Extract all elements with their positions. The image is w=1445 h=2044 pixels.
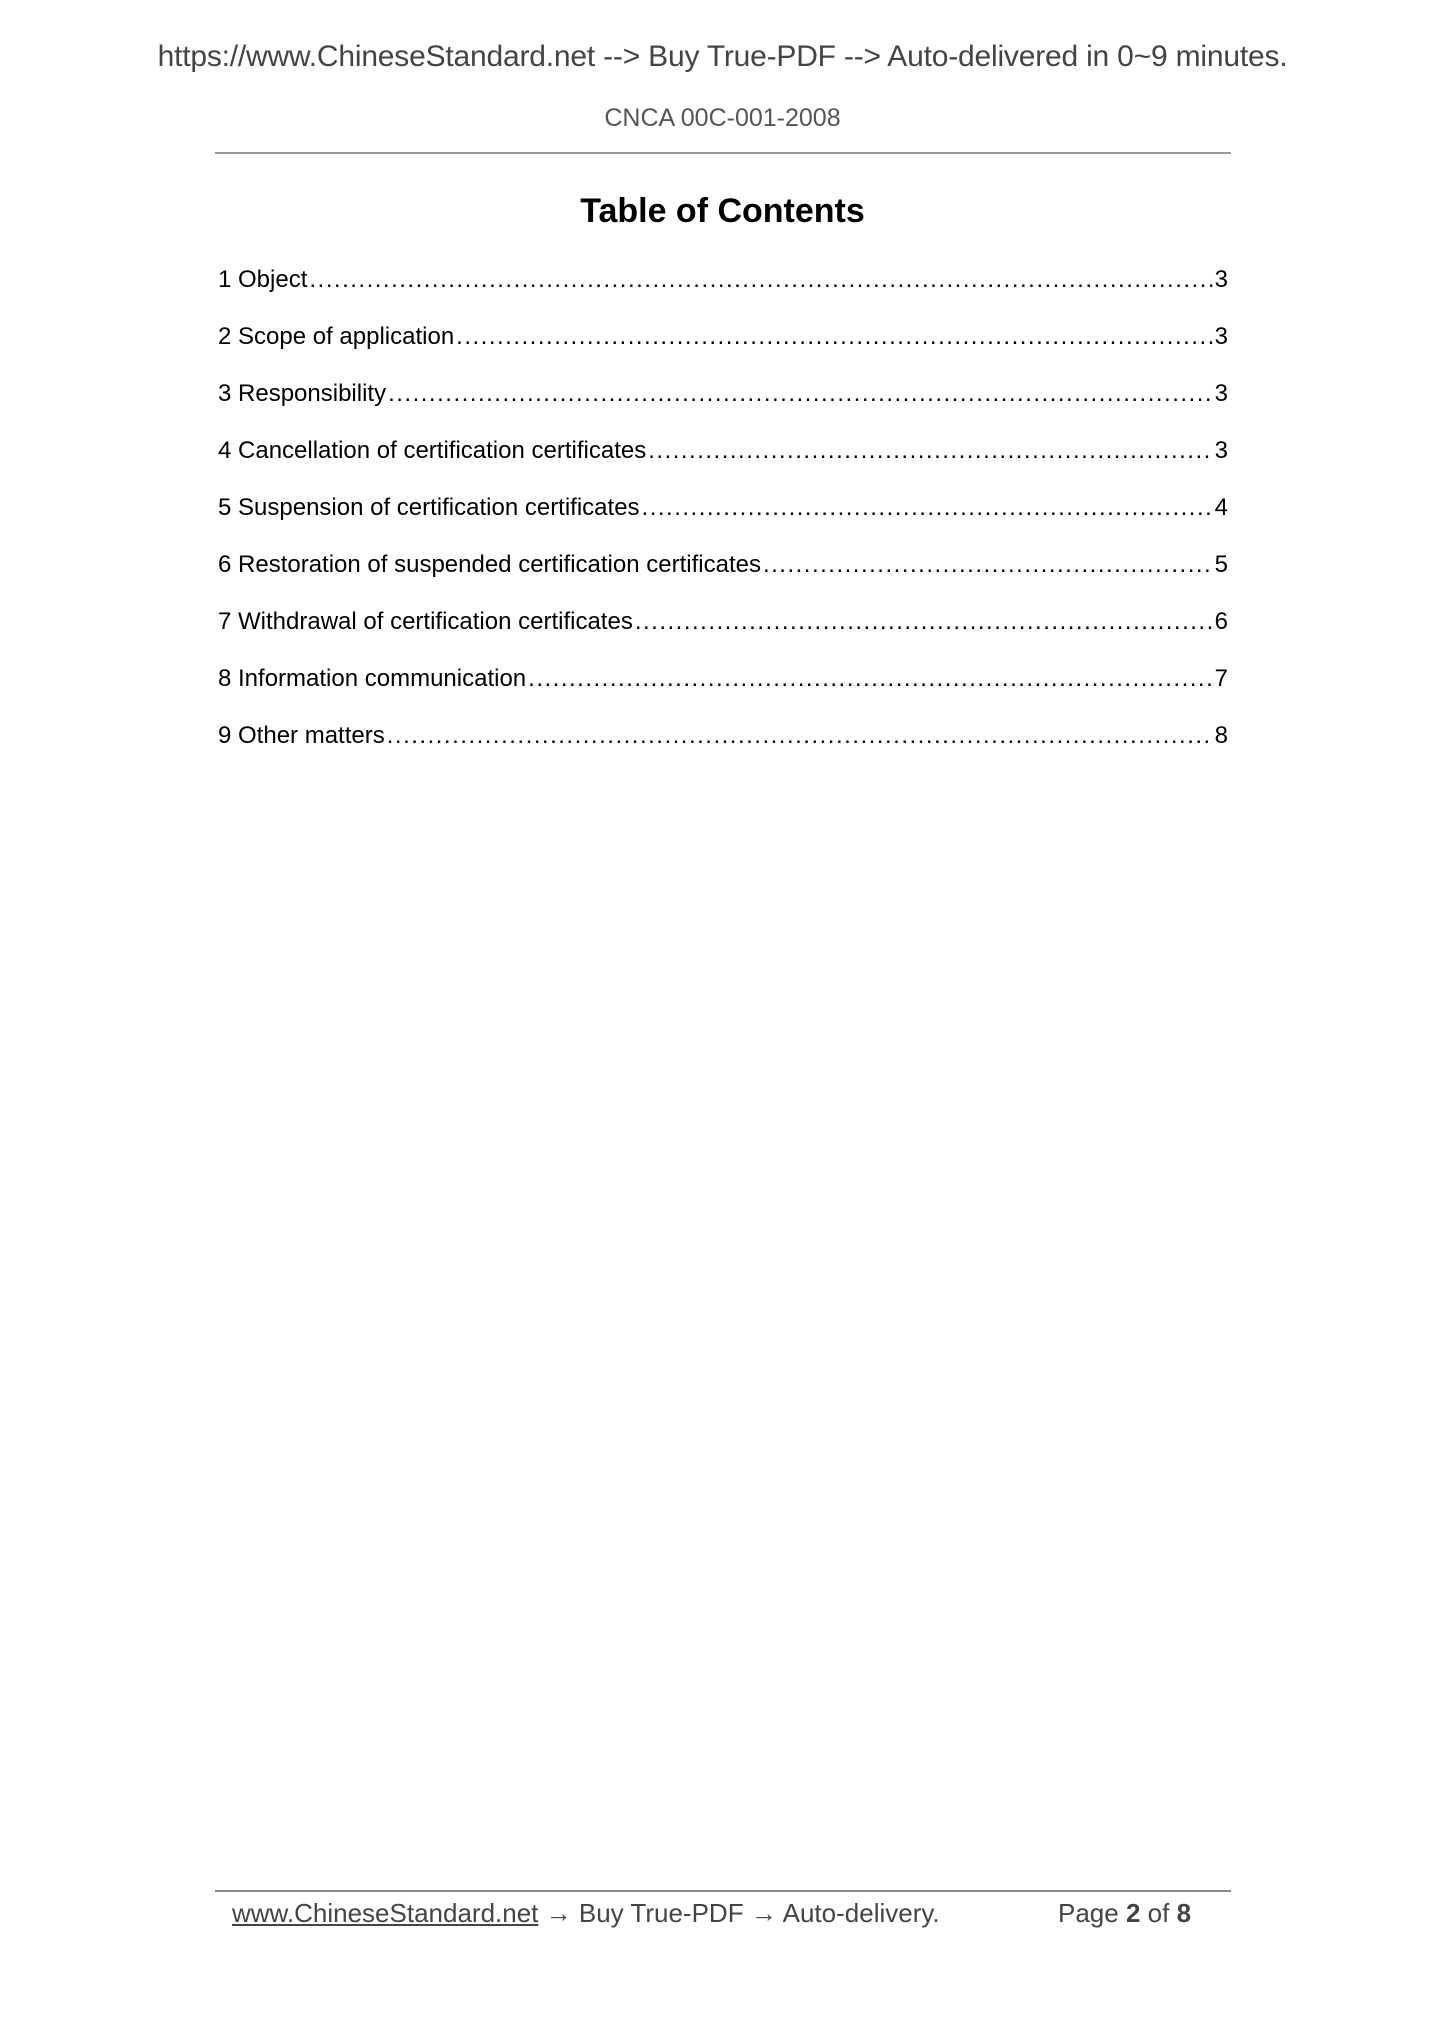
dot-leader [763, 547, 1213, 583]
toc-entry-label: 6 Restoration of suspended certification certificates [218, 551, 761, 578]
dot-leader [642, 490, 1213, 526]
footer-segment-delivery: Auto-delivery. [782, 1898, 940, 1928]
toc-entry-page: 3 [1214, 437, 1228, 464]
toc-entry-page: 6 [1214, 608, 1228, 635]
toc-entry[interactable] [218, 547, 1228, 604]
toc-entry-label: 8 Information communication [218, 665, 527, 692]
toc-entry[interactable] [218, 604, 1228, 661]
dot-leader [648, 433, 1212, 469]
toc-entry[interactable] [218, 319, 1228, 376]
arrow-right-icon: → [545, 1898, 572, 1928]
current-page-number: 2 [1125, 1898, 1141, 1928]
footer-divider [215, 1890, 1231, 1892]
toc-entry-label: 2 Scope of application [218, 323, 455, 350]
table-of-contents [218, 262, 1228, 775]
toc-entry-label: 7 Withdrawal of certification certificates [218, 608, 633, 635]
toc-entry-label: 9 Other matters [218, 722, 385, 749]
dot-leader [528, 661, 1212, 697]
footer [232, 1898, 940, 1929]
toc-entry-page: 4 [1214, 494, 1228, 521]
toc-entry[interactable] [218, 376, 1228, 433]
toc-entry-page: 5 [1214, 551, 1228, 578]
toc-entry-page: 8 [1214, 722, 1228, 749]
toc-entry-label: 1 Object [218, 266, 308, 293]
arrow-right-icon: → [750, 1898, 777, 1928]
dot-leader [635, 604, 1213, 640]
toc-title: Table of Contents [580, 192, 865, 230]
page-indicator [1058, 1898, 1191, 1929]
document-code: CNCA 00C-001-2008 [604, 104, 841, 132]
toc-entry-page: 3 [1214, 323, 1228, 350]
toc-entry-label: 4 Cancellation of certification certificates [218, 437, 647, 464]
footer-site-link[interactable]: www.ChineseStandard.net [232, 1898, 539, 1928]
dot-leader [456, 319, 1212, 355]
toc-entry[interactable] [218, 433, 1228, 490]
toc-entry[interactable] [218, 490, 1228, 547]
toc-entry-page: 3 [1214, 266, 1228, 293]
total-page-count: 8 [1176, 1898, 1192, 1928]
top-banner: https://www.ChineseStandard.net --> Buy True-PDF --> Auto-delivered in 0~9 minutes. [157, 40, 1288, 73]
dot-leader [309, 262, 1212, 298]
dot-leader [388, 376, 1213, 412]
toc-entry-page: 3 [1214, 380, 1228, 407]
header-divider [215, 152, 1231, 154]
footer-segment-buy: Buy True-PDF [578, 1898, 744, 1928]
toc-entry-label: 3 Responsibility [218, 380, 387, 407]
toc-entry-page: 7 [1214, 665, 1228, 692]
toc-entry[interactable] [218, 262, 1228, 319]
page-label: Page [1058, 1898, 1119, 1928]
toc-entry-label: 5 Suspension of certification certificates [218, 494, 640, 521]
dot-leader [387, 718, 1213, 754]
of-label: of [1147, 1898, 1170, 1928]
toc-entry[interactable] [218, 718, 1228, 775]
toc-entry[interactable] [218, 661, 1228, 718]
